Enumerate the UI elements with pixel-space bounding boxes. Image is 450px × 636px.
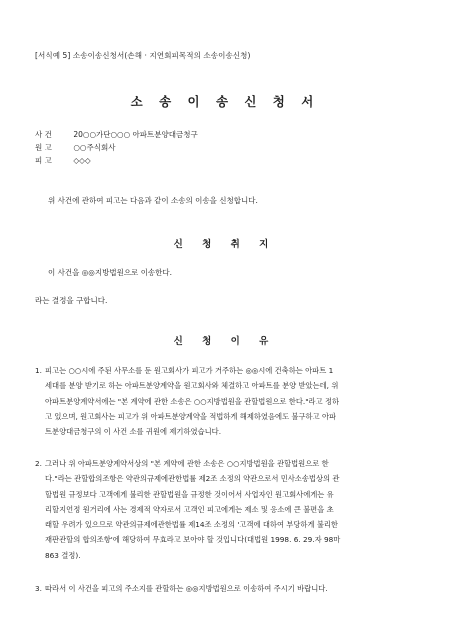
plaintiff-line (35, 142, 115, 153)
document-title: 소 송 이 송 신 청 서 (130, 94, 320, 109)
reason-line: 그러나 위 아파트분양계약서상의 "본 계약에 관한 소송은 ○○지방법원을 관할법원으로 한 (45, 459, 329, 468)
reason-item-3 (35, 581, 415, 597)
case-line (35, 129, 198, 140)
reason-item-2 (35, 456, 415, 566)
reason-line: 따라서 이 사건을 피고의 주소지를 관할하는 ◎◎지방법원으로 이송하여 주시기 바랍니다. (45, 584, 328, 593)
purpose-line-2: 라는 결정을 구합니다. (35, 296, 108, 305)
plaintiff-label: 원 고 (35, 143, 52, 152)
reason-line: 피고는 ○○시에 주된 사무소를 둔 원고회사가 피고가 거주하는 ◎◎시에 건축하는 아파트 1 (45, 366, 334, 375)
reason-line: 할법원 규정보다 고객에게 불리한 관할법원을 규정한 것이어서 사업자인 원고회사에게는 유 (45, 489, 334, 499)
case-value: 20○○가단○○○ 아파트분양대금청구 (73, 130, 198, 139)
defendant-value: ◇◇◇ (73, 156, 91, 165)
defendant-line (35, 155, 91, 166)
reason-line: 세대를 분양 받기로 하는 아파트분양계약을 원고회사와 체결하고 아파트를 분양 받았는데, 위 (45, 381, 339, 391)
form-label: [서식예 5] 소송이송신청서(손해 · 지연회피목적의 소송이송신청) (35, 51, 251, 60)
reason-line: 리할지언정 원거리에 사는 경제적 약자로서 고객인 피고에게는 제소 및 응소에 큰 불편을 초 (45, 504, 334, 514)
reason-line: 트분양대금청구의 이 사건 소를 귀원에 제기하였습니다. (45, 427, 222, 437)
reason-line: 래할 우려가 있으므로 약관의규제에관한법률 제14조 소정의 '고객에 대하여 부당하게 불리한 (45, 520, 338, 530)
reason-line: 아파트분양계약서에는 "본 계약에 관한 소송은 ○○지방법원을 관할법원으로 한다."라고 정하 (45, 396, 340, 406)
defendant-label: 피 고 (35, 156, 52, 165)
reason-number: 3. (35, 584, 42, 593)
reason-line: 다."라는 관할합의조항은 약관의규제에관한법률 제2조 소정의 약관으로서 민사소송법상의 관 (45, 474, 340, 484)
purpose-line-1: 이 사건을 ◎◎지방법원으로 이송한다. (48, 268, 173, 277)
reason-number: 2. (35, 459, 42, 468)
reason-line: 863 결정). (45, 550, 81, 560)
reasons-heading: 신 청 이 유 (173, 336, 277, 347)
reason-body (45, 581, 417, 596)
case-label: 사 건 (35, 130, 52, 139)
plaintiff-value: ○○주식회사 (73, 143, 116, 152)
reason-line: 고 있으며, 원고회사는 피고가 위 아파트분양계약을 적법하게 해제하였음에도 불구하고 아파 (45, 411, 337, 421)
reason-number: 1. (35, 366, 42, 375)
reason-body (45, 363, 417, 439)
reason-body (45, 456, 417, 563)
intro-text: 위 사건에 관하여 피고는 다음과 같이 소송의 이송을 신청합니다. (48, 196, 258, 205)
purpose-heading: 신 청 취 지 (173, 239, 277, 250)
reason-line: 재판관할의 합의조항'에 해당하여 무효라고 보아야 할 것입니다(대법원 1998. 6. 29.자 98마 (45, 535, 341, 545)
reason-item-1 (35, 363, 415, 443)
